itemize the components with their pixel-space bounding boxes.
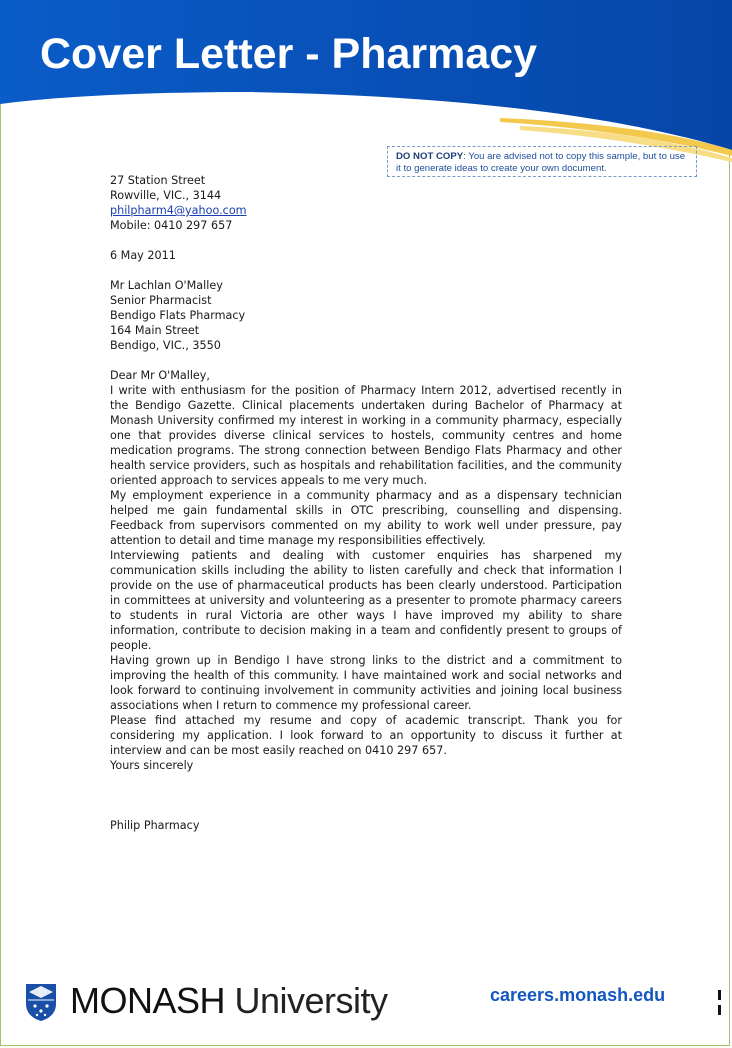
sender-street: 27 Station Street xyxy=(110,174,206,187)
recipient-title: Senior Pharmacist xyxy=(110,294,212,307)
careers-website-link[interactable]: careers.monash.edu xyxy=(490,985,666,1005)
closing: Yours sincerely xyxy=(110,759,194,772)
notice-text: : You are advised not to copy this sample, but to use it to generate ideas to create your own document. xyxy=(396,151,686,174)
signature-name: Philip Pharmacy xyxy=(110,819,200,832)
letter-date xyxy=(110,248,622,263)
letter-body xyxy=(110,173,622,833)
salutation: Dear Mr O'Malley, xyxy=(110,369,210,382)
paragraph: Having grown up in Bendigo I have strong links to the district and a commitment to improving the health of this community. I have maintained work and social networks and look forward to continuing involvement in community activities and joining local business associations when I return to commence my professional career. xyxy=(110,654,622,712)
wordmark-university: University xyxy=(225,980,388,1021)
recipient-company: Bendigo Flats Pharmacy xyxy=(110,309,246,322)
sender-address xyxy=(110,173,622,233)
paragraph: My employment experience in a community pharmacy and as a dispensary technician helped me gain fundamental skills in OTC prescribing, counselling and dispensing. Feedback from supervisors commented on my ability to work well under pressure, pay attention to detail and time manage my responsibilities effectively. xyxy=(110,489,622,547)
page-title: Cover Letter - Pharmacy xyxy=(40,30,538,78)
sender-mobile: Mobile: 0410 297 657 xyxy=(110,219,233,232)
page-edge-marker xyxy=(718,990,721,1020)
monash-wordmark xyxy=(70,980,388,1022)
recipient-street: 164 Main Street xyxy=(110,324,200,337)
recipient-name: Mr Lachlan O'Malley xyxy=(110,279,223,292)
paragraph: I write with enthusiasm for the position of Pharmacy Intern 2012, advertised recently in the Bendigo Gazette. Clinical placements undertaken during Bachelor of Pharmacy at Monash University confirmed my interest in working in a community pharmacy, especially one that provides diverse clinical services to hostels, community centres and home medication programs. The strong connection between Bendigo Flats Pharmacy and other health service providers, such as hospitals and rehabilitation facilities, and the community oriented approach to services appeals to me very much. xyxy=(110,384,622,487)
monash-logo xyxy=(24,980,404,1024)
sender-email-link[interactable]: philpharm4@yahoo.com xyxy=(110,204,247,217)
paragraph: Interviewing patients and dealing with customer enquiries has sharpened my communication skills including the ability to listen carefully and check that information I provide on the use of pharmaceutical products has been clearly understood. Participation in committees at university and volunteering as a presenter to promote pharmacy careers to students in rural Victoria are other ways I have improved my ability to share information, contribute to decision making in a team and confidently present to groups of people. xyxy=(110,549,622,652)
recipient-address xyxy=(110,278,622,353)
monash-crest-icon xyxy=(24,982,58,1022)
wordmark-monash: MONASH xyxy=(70,980,226,1021)
recipient-suburb: Bendigo, VIC., 3550 xyxy=(110,339,221,352)
sender-suburb: Rowville, VIC., 3144 xyxy=(110,189,222,202)
paragraph: Please find attached my resume and copy of academic transcript. Thank you for considering my application. I look forward to an opportunity to discuss it further at interview and can be most easily reached on 0410 297 657. xyxy=(110,714,622,757)
notice-label: DO NOT COPY xyxy=(396,151,464,162)
date-text: 6 May 2011 xyxy=(110,249,176,262)
